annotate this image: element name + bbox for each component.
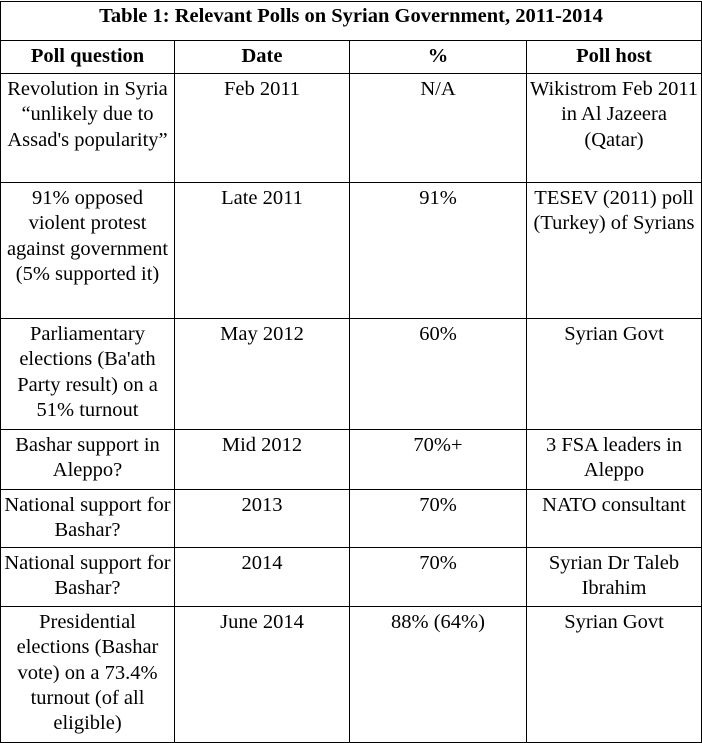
table-row xyxy=(1,490,702,548)
cell-date: Late 2011 xyxy=(175,183,350,319)
cell-date: Mid 2012 xyxy=(175,430,350,490)
cell-host: Syrian Govt xyxy=(527,319,702,430)
cell-percent: 60% xyxy=(350,319,527,430)
cell-host: Syrian Dr Taleb Ibrahim xyxy=(527,548,702,607)
polls-table xyxy=(0,1,702,743)
table-row xyxy=(1,607,702,743)
cell-question: National support for Bashar? xyxy=(1,490,175,548)
cell-question: National support for Bashar? xyxy=(1,548,175,607)
header-row xyxy=(1,41,702,74)
cell-percent: 91% xyxy=(350,183,527,319)
cell-host: 3 FSA leaders in Aleppo xyxy=(527,430,702,490)
cell-date: June 2014 xyxy=(175,607,350,743)
header-poll-host: Poll host xyxy=(527,41,702,74)
title-row xyxy=(1,2,702,41)
cell-date: Feb 2011 xyxy=(175,74,350,183)
header-percent: % xyxy=(350,41,527,74)
header-date: Date xyxy=(175,41,350,74)
cell-host: TESEV (2011) poll (Turkey) of Syrians xyxy=(527,183,702,319)
table-row xyxy=(1,183,702,319)
table-title: Table 1: Relevant Polls on Syrian Government, 2011-2014 xyxy=(1,2,702,41)
cell-question: 91% opposed violent protest against government (5% supported it) xyxy=(1,183,175,319)
table-row xyxy=(1,319,702,430)
cell-question: Parliamentary elections (Ba'ath Party result) on a 51% turnout xyxy=(1,319,175,430)
cell-host: NATO consultant xyxy=(527,490,702,548)
cell-question: Presidential elections (Bashar vote) on a 73.4% turnout (of all eligible) xyxy=(1,607,175,743)
cell-host: Syrian Govt xyxy=(527,607,702,743)
cell-percent: 70%+ xyxy=(350,430,527,490)
cell-date: May 2012 xyxy=(175,319,350,430)
table-row xyxy=(1,74,702,183)
header-poll-question: Poll question xyxy=(1,41,175,74)
cell-question: Revolution in Syria “unlikely due to Assad's popularity” xyxy=(1,74,175,183)
cell-percent: 88% (64%) xyxy=(350,607,527,743)
cell-percent: N/A xyxy=(350,74,527,183)
cell-percent: 70% xyxy=(350,548,527,607)
cell-date: 2014 xyxy=(175,548,350,607)
cell-question: Bashar support in Aleppo? xyxy=(1,430,175,490)
cell-host: Wikistrom Feb 2011 in Al Jazeera (Qatar) xyxy=(527,74,702,183)
cell-date: 2013 xyxy=(175,490,350,548)
table-row xyxy=(1,430,702,490)
cell-percent: 70% xyxy=(350,490,527,548)
table-row xyxy=(1,548,702,607)
